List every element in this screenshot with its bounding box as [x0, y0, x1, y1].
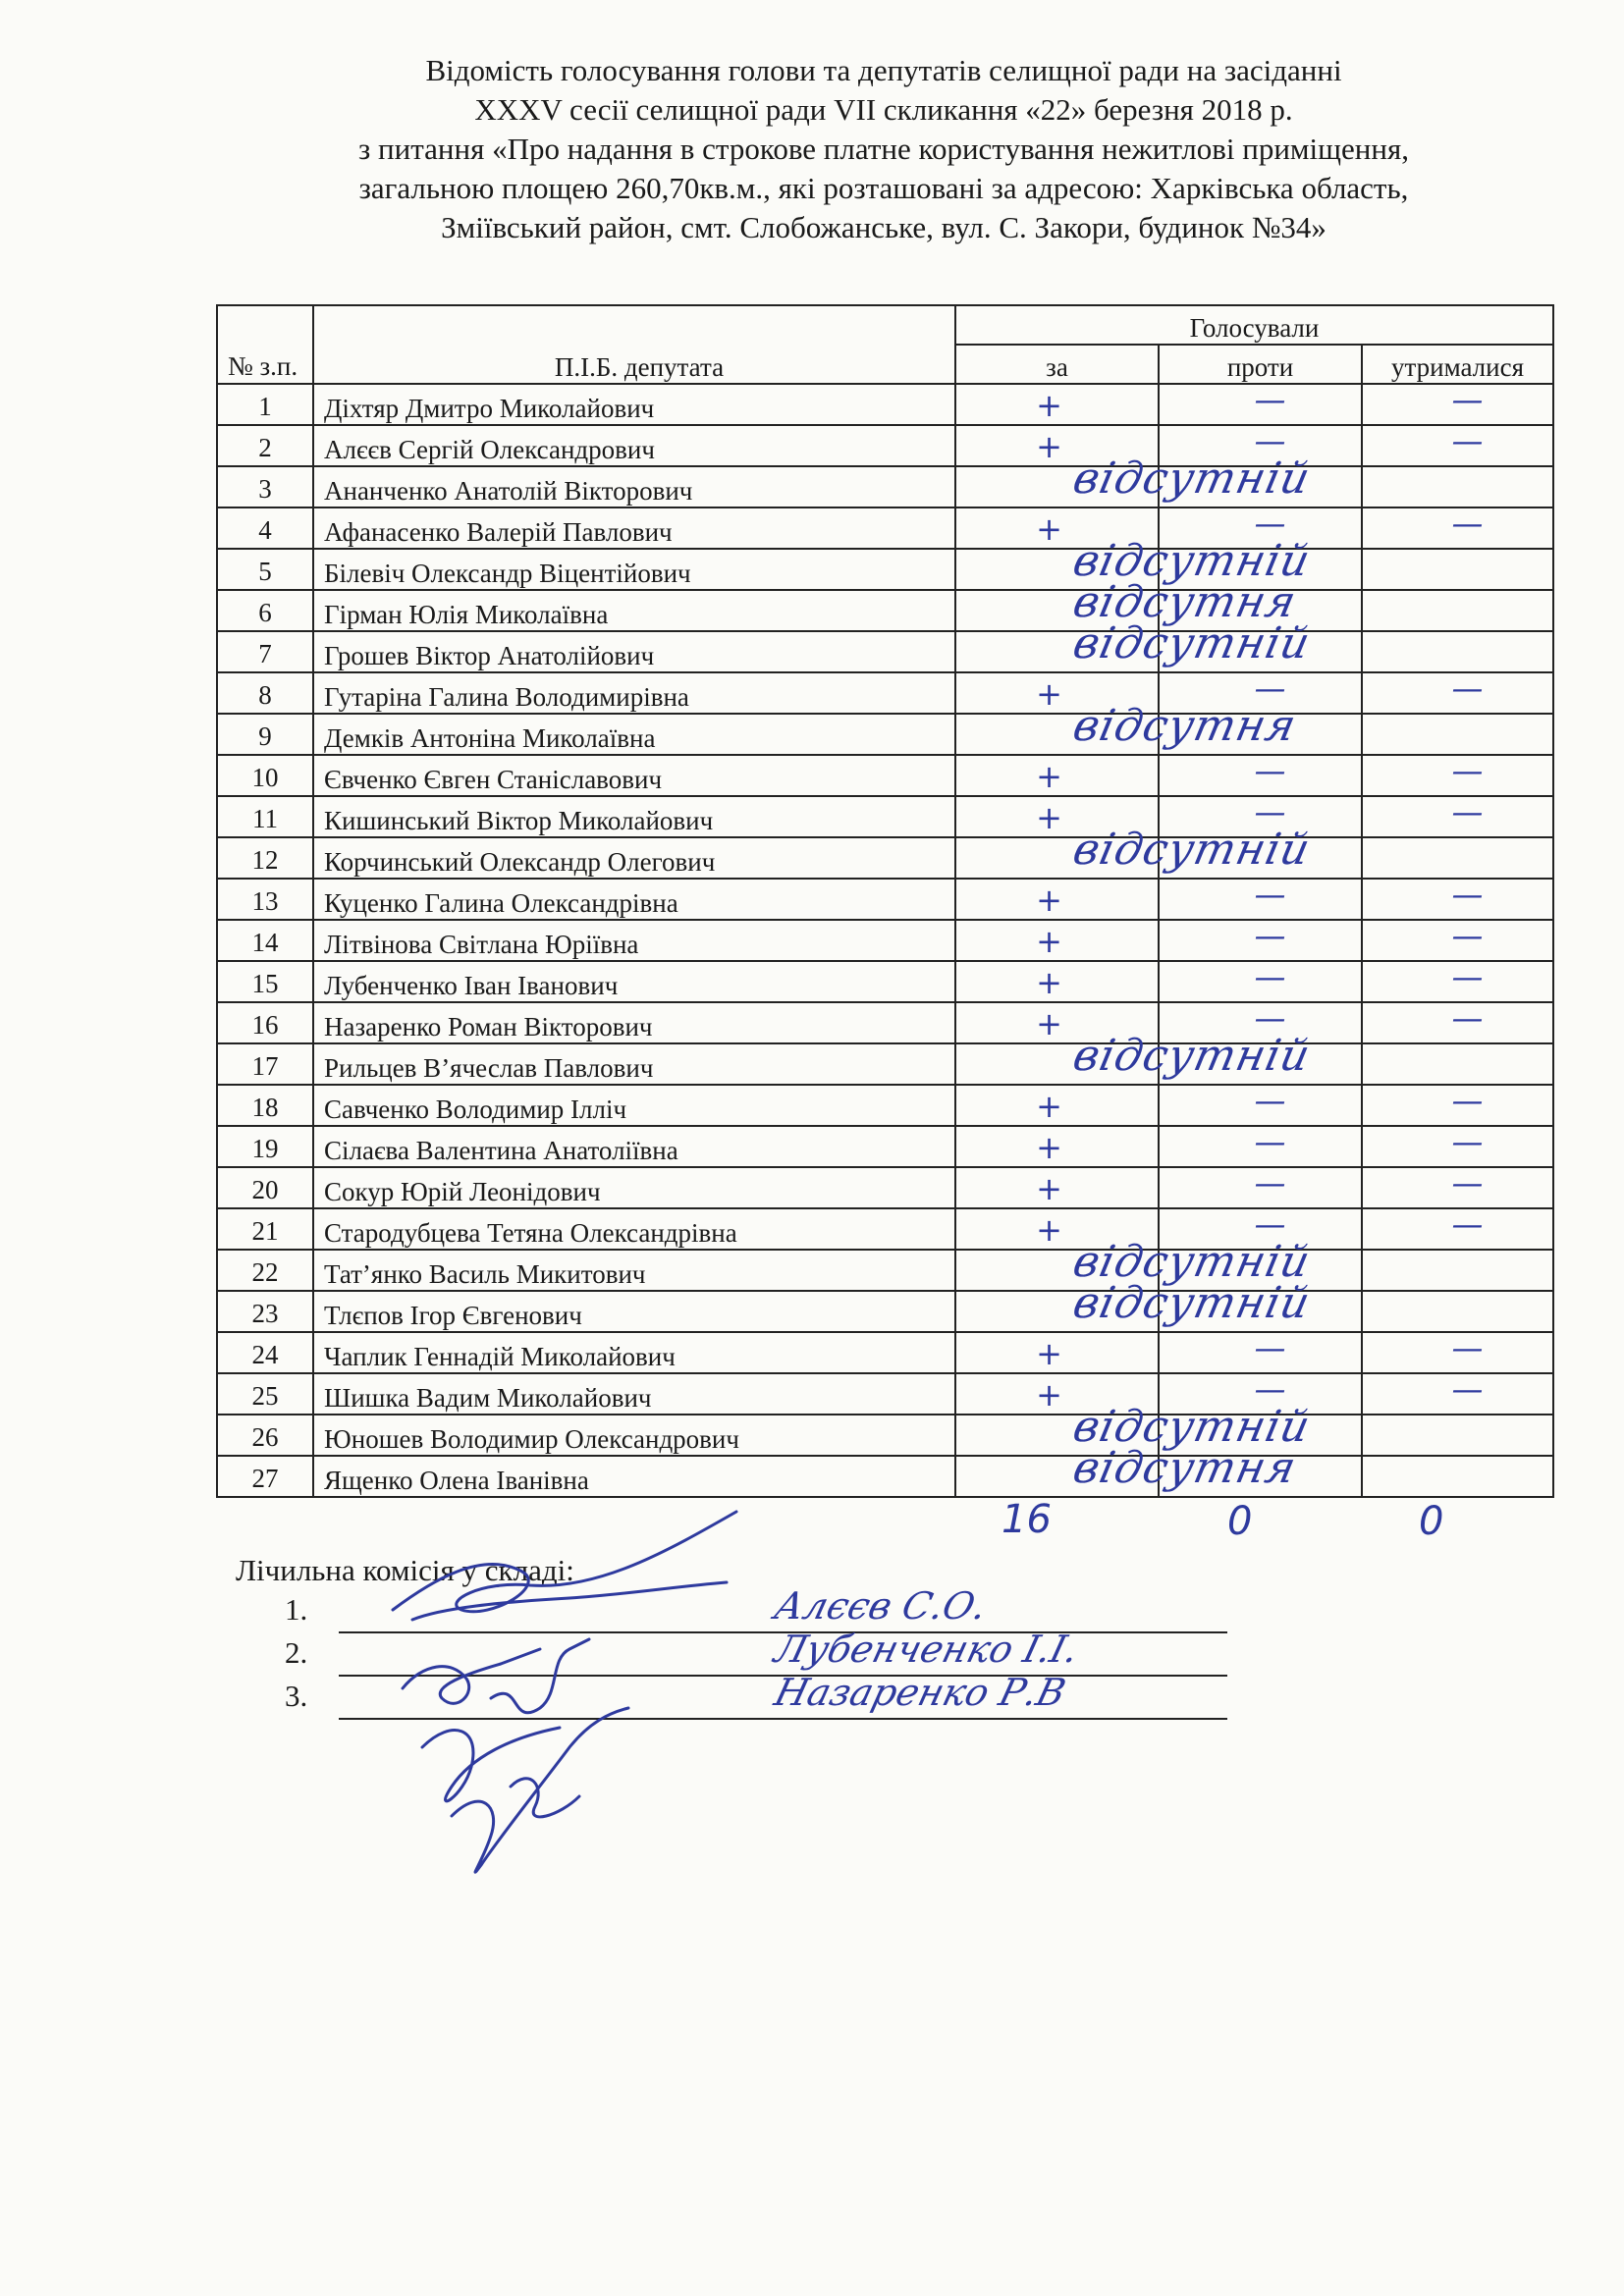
vote-for-cell: [955, 1278, 1316, 1332]
handwritten-signatures: [373, 1492, 785, 1904]
vote-abstain-mark: —: [1451, 1164, 1484, 1201]
vote-abstain-cell: [1362, 1291, 1553, 1332]
vote-for-cell: [955, 1167, 1159, 1208]
vote-abstain-cell: [1362, 507, 1553, 549]
commission-label: Лічильна комісія у складі:: [236, 1553, 574, 1587]
vote-for-mark: +: [1036, 758, 1062, 795]
absent-mark: відсутня: [1068, 701, 1301, 751]
title-line: Відомість голосування голови та депутатів селищної ради на засіданні: [425, 53, 1342, 87]
vote-against-cell: [1159, 714, 1362, 755]
row-number: 17: [217, 1043, 313, 1085]
vote-for-cell: [955, 618, 1316, 672]
row-number: 5: [217, 549, 313, 590]
vote-abstain-mark: —: [1451, 1329, 1484, 1366]
vote-against-mark: —: [1254, 1370, 1286, 1408]
deputy-name: Юношев Володимир Олександрович: [313, 1415, 955, 1456]
row-number: 4: [217, 507, 313, 549]
deputy-name: Білевіч Олександр Віцентійович: [313, 549, 955, 590]
table-row: [217, 961, 1553, 1002]
vote-for-cell: [955, 1332, 1159, 1373]
vote-for-mark: +: [1036, 1005, 1062, 1042]
vote-for-cell: [955, 1085, 1159, 1126]
vote-for-mark: +: [1036, 1170, 1062, 1207]
title-line: Зміївський район, смт. Слобожанське, вул. С. Закори, будинок №34»: [441, 210, 1326, 244]
deputy-name: Грошев Віктор Анатолійович: [313, 631, 955, 672]
vote-abstain-cell: [1362, 1456, 1553, 1497]
vote-for-cell: [955, 1031, 1316, 1085]
vote-abstain-cell: [1362, 590, 1553, 631]
absent-mark: відсутній: [1068, 1278, 1316, 1328]
row-number: 24: [217, 1332, 313, 1373]
vote-abstain-cell: [1362, 1370, 1553, 1415]
row-number: 8: [217, 672, 313, 714]
vote-against-mark: —: [1254, 505, 1286, 542]
vote-against-mark: —: [1254, 876, 1286, 913]
header-number: № з.п.: [217, 305, 313, 384]
vote-abstain-mark: —: [1451, 669, 1484, 707]
vote-for-mark: +: [1036, 1376, 1062, 1414]
vote-for-mark: +: [1036, 964, 1062, 1001]
vote-for-cell: [955, 454, 1316, 507]
vote-abstain-cell: [1362, 917, 1553, 961]
vote-abstain-mark: —: [1451, 422, 1484, 459]
vote-against-mark: —: [1254, 793, 1286, 830]
vote-abstain-cell: [1362, 466, 1553, 507]
deputy-name: Тлєпов Ігор Євгенович: [313, 1291, 955, 1332]
vote-totals: [1001, 1497, 1492, 1546]
vote-for-cell: [955, 961, 1159, 1002]
table-row: [217, 1043, 1553, 1085]
row-number: 7: [217, 631, 313, 672]
absent-mark: відсутній: [1068, 1402, 1316, 1452]
vote-for-mark: +: [1036, 387, 1062, 424]
vote-abstain-mark: —: [1451, 1205, 1484, 1243]
vote-for-mark: +: [1036, 1129, 1062, 1166]
vote-against-mark: —: [1254, 1329, 1286, 1366]
row-number: 22: [217, 1250, 313, 1291]
absent-mark: відсутній: [1068, 454, 1316, 504]
vote-against-cell: [1159, 1043, 1362, 1085]
header-against: проти: [1159, 345, 1362, 384]
vote-against-mark: —: [1254, 1205, 1286, 1243]
row-number: 11: [217, 796, 313, 837]
row-number: 3: [217, 466, 313, 507]
row-number: 23: [217, 1291, 313, 1332]
signatory-name: Алєєв С.О.: [770, 1584, 992, 1628]
deputy-name: Діхтяр Дмитро Миколайович: [313, 384, 955, 425]
vote-abstain-cell: [1362, 1164, 1553, 1208]
vote-for-cell: [955, 755, 1159, 796]
vote-abstain-cell: [1362, 876, 1553, 920]
row-number: 2: [217, 425, 313, 466]
absent-mark: відсутній: [1068, 1237, 1316, 1287]
vote-for-cell: [955, 1443, 1301, 1497]
vote-against-mark: —: [1254, 999, 1286, 1037]
row-number: 18: [217, 1085, 313, 1126]
deputy-name: Афанасенко Валерій Павлович: [313, 507, 955, 549]
vote-against-mark: —: [1254, 958, 1286, 995]
vote-abstain-mark: —: [1451, 999, 1484, 1037]
table-row: [217, 1167, 1553, 1208]
deputy-name: Сілаєва Валентина Анатоліївна: [313, 1126, 955, 1167]
vote-abstain-mark: —: [1451, 1370, 1484, 1408]
vote-against-cell: [1159, 466, 1362, 507]
table-row: [217, 1373, 1553, 1415]
table-row: [217, 466, 1553, 507]
vote-against-mark: —: [1254, 422, 1286, 459]
vote-against-cell: [1159, 631, 1362, 672]
title-line: XXXV сесії селищної ради VII скликання «22» березня 2018 р.: [474, 92, 1293, 127]
vote-against-mark: —: [1254, 1164, 1286, 1201]
absent-mark: відсутній: [1068, 825, 1316, 875]
header-for: за: [955, 345, 1159, 384]
header-voted: Голосували: [955, 305, 1553, 345]
vote-for-mark: +: [1036, 923, 1062, 960]
vote-against-cell: [1159, 1164, 1362, 1208]
table-row: [217, 672, 1553, 714]
vote-against-mark: —: [1254, 1123, 1286, 1160]
vote-for-mark: +: [1036, 675, 1062, 713]
table-row: [217, 549, 1553, 590]
vote-abstain-cell: [1362, 422, 1553, 466]
table-row: [217, 714, 1553, 755]
row-number: 14: [217, 920, 313, 961]
title-line: з питання «Про надання в строкове платне користування нежитлові приміщення,: [358, 132, 1409, 166]
vote-for-cell: [955, 701, 1301, 755]
deputy-name: Шишка Вадим Миколайович: [313, 1373, 955, 1415]
table-row: [217, 425, 1553, 466]
vote-for-mark: +: [1036, 428, 1062, 465]
vote-abstain-cell: [1362, 1082, 1553, 1126]
vote-abstain-mark: —: [1451, 917, 1484, 954]
vote-against-cell: [1159, 917, 1362, 961]
table-row: [217, 1126, 1553, 1167]
table-row: [217, 590, 1553, 631]
deputy-name: Кишинський Віктор Миколайович: [313, 796, 955, 837]
row-number: 15: [217, 961, 313, 1002]
vote-against-mark: —: [1254, 752, 1286, 789]
absent-mark: відсутня: [1068, 1443, 1301, 1493]
vote-for-mark: +: [1036, 1335, 1062, 1372]
table-row: [217, 755, 1553, 796]
table-row: [217, 1085, 1553, 1126]
deputy-name: Чаплик Геннадій Миколайович: [313, 1332, 955, 1373]
table-row: [217, 631, 1553, 672]
row-number: 16: [217, 1002, 313, 1043]
deputy-name: Сокур Юрій Леонідович: [313, 1167, 955, 1208]
vote-abstain-mark: —: [1451, 381, 1484, 418]
vote-abstain-mark: —: [1451, 1082, 1484, 1119]
row-number: 25: [217, 1373, 313, 1415]
vote-against-cell: [1159, 958, 1362, 1002]
absent-mark: відсутній: [1068, 536, 1316, 586]
document-title: [245, 51, 1522, 247]
vote-abstain-cell: [1362, 1415, 1553, 1456]
table-row: [217, 837, 1553, 879]
deputy-name: Рильцев В’ячеслав Павлович: [313, 1043, 955, 1085]
row-number: 21: [217, 1208, 313, 1250]
vote-against-mark: —: [1254, 917, 1286, 954]
signature-number: 3.: [285, 1679, 308, 1713]
deputy-name: Стародубцева Тетяна Олександрівна: [313, 1208, 955, 1250]
deputy-name: Євченко Євген Станіславович: [313, 755, 955, 796]
deputy-name: Гутаріна Галина Володимирівна: [313, 672, 955, 714]
row-number: 12: [217, 837, 313, 879]
vote-against-mark: —: [1254, 669, 1286, 707]
table-row: [217, 1250, 1553, 1291]
vote-for-cell: [955, 384, 1159, 425]
vote-abstain-mark: —: [1451, 958, 1484, 995]
vote-against-cell: [1159, 876, 1362, 920]
vote-abstain-cell: [1362, 1250, 1553, 1291]
signature-number: 1.: [285, 1592, 308, 1627]
table-row: [217, 920, 1553, 961]
vote-for-mark: +: [1036, 510, 1062, 548]
absent-mark: відсутній: [1068, 618, 1316, 668]
vote-abstain-cell: [1362, 837, 1553, 879]
table-row: [217, 1415, 1553, 1456]
total-for: 16: [1001, 1497, 1052, 1542]
total-against: 0: [1227, 1499, 1253, 1544]
vote-against-cell: [1159, 1123, 1362, 1167]
vote-abstain-mark: —: [1451, 876, 1484, 913]
deputy-name: Куценко Галина Олександрівна: [313, 879, 955, 920]
title-line: загальною площею 260,70кв.м., які розташовані за адресою: Харківська область,: [358, 171, 1409, 205]
vote-abstain-cell: [1362, 1043, 1553, 1085]
vote-against-mark: —: [1254, 381, 1286, 418]
deputy-name: Лубенченко Іван Іванович: [313, 961, 955, 1002]
table-row: [217, 1002, 1553, 1043]
vote-against-cell: [1159, 1082, 1362, 1126]
deputy-name: Літвінова Світлана Юріївна: [313, 920, 955, 961]
vote-against-cell: [1159, 1329, 1362, 1373]
deputy-name: Демків Антоніна Миколаївна: [313, 714, 955, 755]
table-row: [217, 1291, 1553, 1332]
row-number: 19: [217, 1126, 313, 1167]
row-number: 13: [217, 879, 313, 920]
vote-abstain-cell: [1362, 999, 1553, 1043]
table-row: [217, 507, 1553, 549]
vote-against-cell: [1159, 837, 1362, 879]
vote-against-cell: [1159, 752, 1362, 796]
table-row: [217, 1208, 1553, 1250]
header-abstain: утрималися: [1362, 345, 1553, 384]
absent-mark: відсутня: [1068, 577, 1301, 627]
signatory-name: Лубенченко І.І.: [770, 1628, 1083, 1671]
vote-abstain-cell: [1362, 1205, 1553, 1250]
vote-for-cell: [955, 920, 1159, 961]
table-row: [217, 796, 1553, 837]
vote-against-cell: [1159, 1291, 1362, 1332]
vote-abstain-mark: —: [1451, 1123, 1484, 1160]
vote-for-cell: [955, 879, 1159, 920]
table-row: [217, 1332, 1553, 1373]
signatory-name: Назаренко Р.В: [770, 1671, 1070, 1714]
row-number: 20: [217, 1167, 313, 1208]
vote-abstain-cell: [1362, 549, 1553, 590]
vote-for-mark: +: [1036, 1088, 1062, 1125]
vote-abstain-mark: —: [1451, 793, 1484, 830]
deputy-name: Тат’янко Василь Микитович: [313, 1250, 955, 1291]
table-row: [217, 1456, 1553, 1497]
vote-for-cell: [955, 1126, 1159, 1167]
vote-against-cell: [1159, 1456, 1362, 1497]
vote-for-mark: +: [1036, 799, 1062, 836]
vote-abstain-mark: —: [1451, 505, 1484, 542]
vote-abstain-mark: —: [1451, 752, 1484, 789]
vote-abstain-cell: [1362, 793, 1553, 837]
voting-table-body: [217, 381, 1553, 1497]
header-name: П.І.Б. депутата: [313, 305, 955, 384]
vote-against-mark: —: [1254, 1082, 1286, 1119]
vote-abstain-cell: [1362, 1329, 1553, 1373]
row-number: 6: [217, 590, 313, 631]
vote-abstain-cell: [1362, 669, 1553, 714]
row-number: 9: [217, 714, 313, 755]
row-number: 27: [217, 1456, 313, 1497]
table-row: [217, 384, 1553, 425]
deputy-name: Назаренко Роман Вікторович: [313, 1002, 955, 1043]
total-abstain: 0: [1419, 1499, 1444, 1544]
table-row: [217, 879, 1553, 920]
row-number: 1: [217, 384, 313, 425]
voting-table: [216, 304, 1554, 1498]
deputy-name: Алєєв Сергій Олександрович: [313, 425, 955, 466]
absent-mark: відсутній: [1068, 1031, 1316, 1081]
vote-abstain-cell: [1362, 631, 1553, 672]
vote-abstain-cell: [1362, 1123, 1553, 1167]
deputy-name: Савченко Володимир Ілліч: [313, 1085, 955, 1126]
vote-abstain-cell: [1362, 958, 1553, 1002]
deputy-name: Ященко Олена Іванівна: [313, 1456, 955, 1497]
vote-abstain-cell: [1362, 381, 1553, 425]
signature-number: 2.: [285, 1635, 308, 1670]
row-number: 10: [217, 755, 313, 796]
vote-abstain-cell: [1362, 752, 1553, 796]
deputy-name: Ананченко Анатолій Вікторович: [313, 466, 955, 507]
vote-for-cell: [955, 825, 1316, 879]
vote-against-cell: [1159, 381, 1362, 425]
vote-abstain-cell: [1362, 714, 1553, 755]
deputy-name: Корчинський Олександр Олегович: [313, 837, 955, 879]
vote-for-mark: +: [1036, 881, 1062, 919]
vote-for-mark: +: [1036, 1211, 1062, 1249]
row-number: 26: [217, 1415, 313, 1456]
deputy-name: Гірман Юлія Миколаївна: [313, 590, 955, 631]
